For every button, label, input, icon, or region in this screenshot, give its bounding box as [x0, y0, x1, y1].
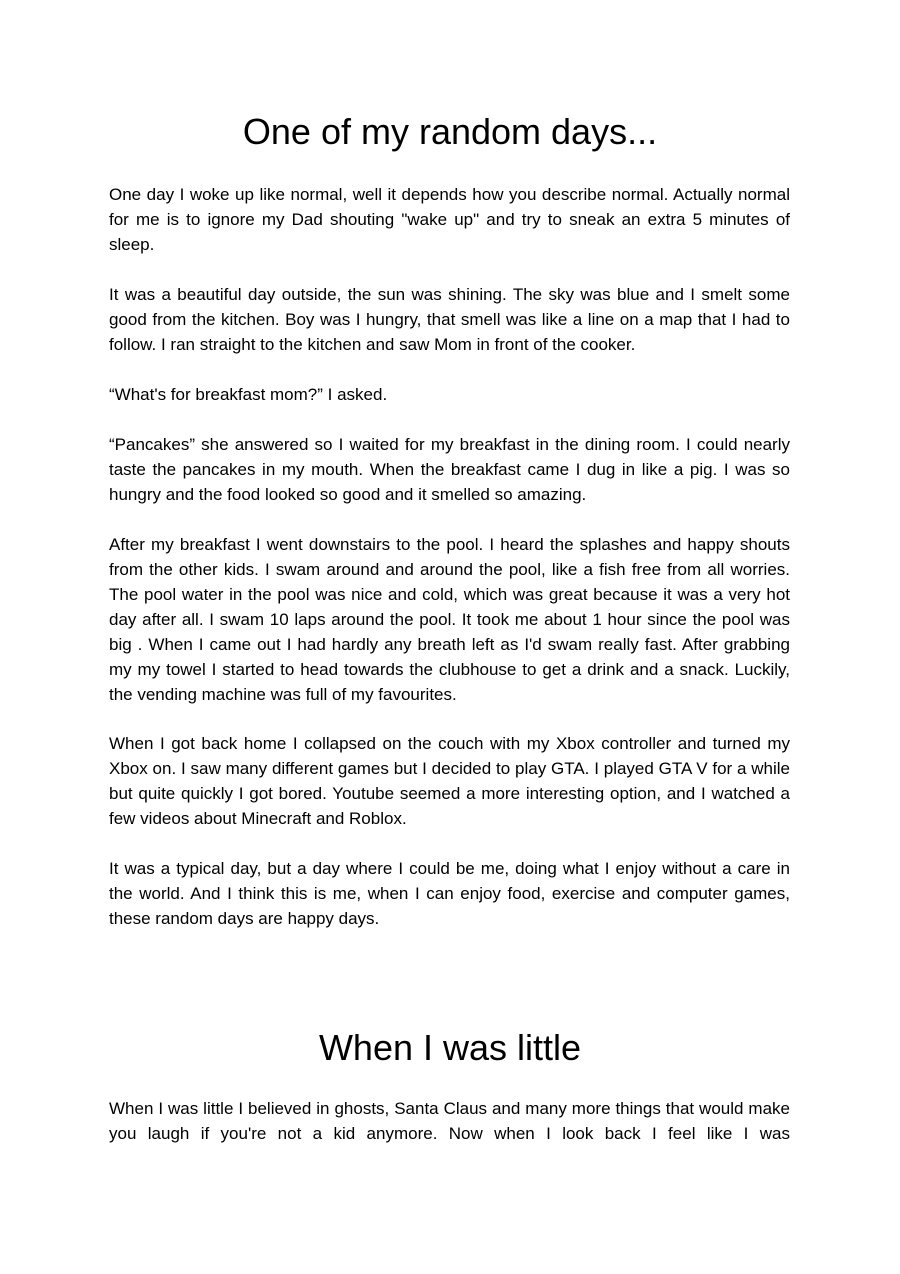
paragraph: One day I woke up like normal, well it depends how you describe normal. Actually normal for me is to ignore my Dad shouting "wake up" and try to sneak an extra 5 minutes of sleep. — [109, 185, 790, 254]
paragraph: It was a typical day, but a day where I could be me, doing what I enjoy without a care in the world. And I think this is me, when I can enjoy food, exercise and computer games, these random days are happy days. — [109, 859, 790, 928]
paragraph: When I got back home I collapsed on the couch with my Xbox controller and turned my Xbox on. I saw many different games but I decided to play GTA. I played GTA V for a while but quite quickly I got bored. Youtube seemed a more interesting option, and I watched a few videos about Minecraft and Roblox. — [109, 734, 790, 828]
paragraph: It was a beautiful day outside, the sun was shining. The sky was blue and I smelt some good from the kitchen. Boy was I hungry, that smell was like a line on a map that I had to follow. I ran straight to the kitchen and saw Mom in front of the cooker. — [109, 285, 790, 354]
paragraph: After my breakfast I went downstairs to the pool. I heard the splashes and happy shouts from the other kids. I swam around and around the pool, like a fish free from all worries. The pool water in the pool was nice and cold, which was great because it was a very hot day after all. I swam 10 laps around the pool. It took me about 1 hour since the pool was big . When I came out I had hardly any breath left as I'd swam really fast. After grabbing my my towel I started to head towards the clubhouse to get a drink and a snack. Luckily, the vending machine was full of my favourites. — [109, 535, 790, 704]
paragraph: “Pancakes” she answered so I waited for my breakfast in the dining room. I could nearly taste the pancakes in my mouth. When the breakfast came I dug in like a pig. I was so hungry and the food looked so good and it smelled so amazing. — [109, 435, 790, 504]
paragraph: “What's for breakfast mom?” I asked. — [109, 385, 388, 404]
paragraph: When I was little I believed in ghosts, Santa Claus and many more things that would make you laugh if you're not a kid anymore. Now when I look back I feel like I was — [109, 1099, 790, 1143]
section-title: One of my random days... — [242, 111, 658, 152]
section-title: When I was little — [318, 1027, 582, 1068]
